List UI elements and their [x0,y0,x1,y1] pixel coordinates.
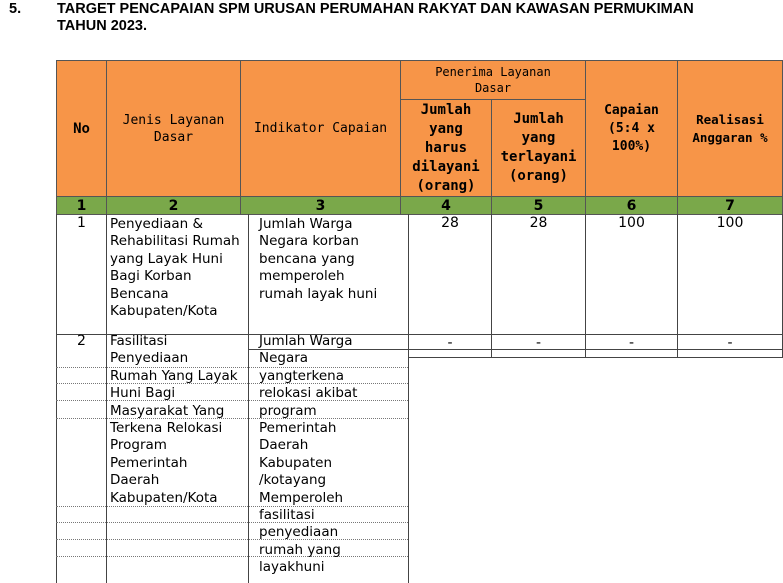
row2-capaian: - [628,335,635,351]
header-capaian: Capaian (5:4 x 100%) [585,60,678,197]
header-no: No [56,60,107,197]
column-number-4: 4 [400,196,492,215]
grid-line [408,214,409,583]
row2-realisasi: - [727,335,733,351]
column-number-1: 1 [56,196,107,215]
grid-line [56,214,57,583]
row1-no: 1 [77,215,86,231]
header-indikator-capaian: Indikator Capaian [240,60,401,197]
column-number-2: 2 [106,196,241,215]
column-number-6: 6 [585,196,678,215]
column-number-5: 5 [491,196,586,215]
grid-line [106,214,107,583]
row1-jenis-layanan: Penyediaan & Rehabilitasi Rumah yang Layak Huni Bagi Korban Bencana Kabupaten/Kota [110,216,240,320]
header-penerima-layanan: Penerima Layanan Dasar [400,60,586,100]
row2-indikator: Jumlah Warga Negara yangterkena relokasi akibat program Pemerintah Daerah Kabupaten /kotayang Memperoleh fasilitasi penyediaan rumah yang layakhuni [259,333,358,576]
row2-jenis-layanan: Fasilitasi Penyediaan Rumah Yang Layak Huni Bagi Masyarakat Yang Terkena Relokasi Program Pemerintah Daerah Kabupaten/Kota [110,333,238,506]
section-number: 5. [9,1,22,17]
header-jumlah-harus: Jumlah yang harus dilayani (orang) [400,99,492,197]
row2-jumlah-terlayani: - [535,335,542,351]
header-jumlah-terlayani: Jumlah yang terlayani (orang) [491,99,586,197]
column-number-3: 3 [240,196,401,215]
row2-no: 2 [77,333,86,349]
row-divider [408,357,783,358]
grid-line [248,214,249,583]
column-number-7: 7 [677,196,783,215]
header-realisasi: Realisasi Anggaran % [677,60,783,197]
section-title-line1: TARGET PENCAPAIAN SPM URUSAN PERUMAHAN RAKYAT DAN KAWASAN PERMUKIMAN [57,1,694,17]
row2-jumlah-harus: - [447,335,453,351]
row1-capaian: 100 [618,215,645,231]
row1-jumlah-harus: 28 [441,215,459,231]
section-title-line2: TAHUN 2023. [57,18,147,34]
row1-indikator: Jumlah Warga Negara korban bencana yang memperoleh rumah layak huni [259,216,378,302]
row1-jumlah-terlayani: 28 [529,215,548,231]
header-jenis-layanan: Jenis Layanan Dasar [106,60,241,197]
row1-realisasi: 100 [716,215,744,231]
